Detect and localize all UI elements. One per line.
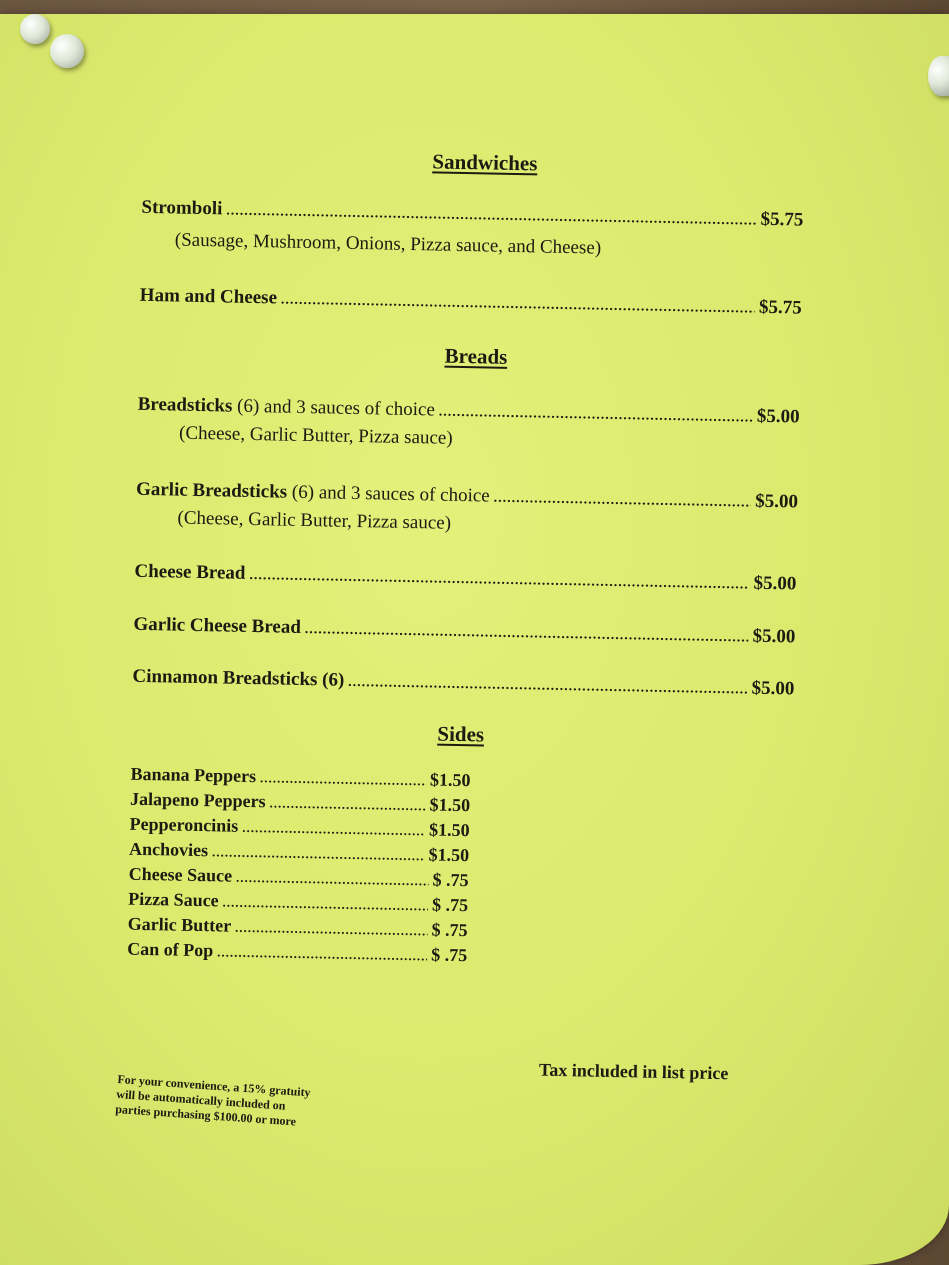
leader-dots bbox=[235, 920, 428, 940]
item-price: $5.00 bbox=[752, 625, 796, 648]
leader-dots bbox=[236, 870, 429, 890]
leader-dots bbox=[260, 770, 426, 789]
item-name: Anchovies bbox=[128, 838, 209, 861]
item-name: Cinnamon Breadsticks (6) bbox=[132, 665, 345, 691]
item-detail: (Sausage, Mushroom, Onions, Pizza sauce, and Cheese) bbox=[174, 229, 602, 259]
leader-dots bbox=[217, 944, 427, 964]
item-name: Garlic Breadsticks (6) and 3 sauces of choice bbox=[135, 478, 490, 507]
pushpin-icon bbox=[20, 14, 50, 44]
item-price: $1.50 bbox=[429, 794, 471, 816]
leader-dots bbox=[242, 820, 425, 840]
leader-dots bbox=[269, 795, 425, 814]
item-name: Ham and Cheese bbox=[139, 284, 278, 309]
item-price: $1.50 bbox=[429, 769, 471, 791]
item-price: $5.75 bbox=[760, 208, 804, 231]
item-name: Pepperoncinis bbox=[129, 813, 239, 836]
item-price: $5.75 bbox=[758, 296, 802, 319]
item-detail: (Cheese, Garlic Butter, Pizza sauce) bbox=[178, 422, 453, 449]
item-price: $ .75 bbox=[432, 869, 469, 891]
item-name: Jalapeno Peppers bbox=[129, 788, 266, 812]
item-name: Cheese Bread bbox=[134, 560, 246, 584]
item-name: Can of Pop bbox=[127, 938, 214, 961]
leader-dots bbox=[212, 844, 425, 864]
pushpin-icon bbox=[50, 34, 84, 68]
item-name: Garlic Butter bbox=[127, 913, 232, 936]
item-price: $ .75 bbox=[430, 944, 468, 966]
item-price: $5.00 bbox=[756, 405, 800, 428]
item-name: Stromboli bbox=[141, 196, 223, 220]
item-name: Breadsticks (6) and 3 sauces of choice bbox=[137, 393, 436, 421]
item-price: $5.00 bbox=[753, 572, 797, 595]
leader-dots bbox=[222, 895, 428, 915]
breads-heading: Breads bbox=[444, 343, 508, 369]
item-price: $1.50 bbox=[428, 819, 470, 841]
item-name: Banana Peppers bbox=[130, 763, 257, 787]
item-name: Cheese Sauce bbox=[128, 863, 233, 886]
item-price: $5.00 bbox=[755, 490, 799, 513]
pushpin-icon bbox=[928, 56, 949, 96]
item-name: Pizza Sauce bbox=[128, 888, 219, 911]
item-price: $1.50 bbox=[428, 844, 470, 866]
sides-heading: Sides bbox=[437, 721, 485, 747]
gratuity-note: For your convenience, a 15% gratuity will be automatically included on parties purchasing $100.00 or more bbox=[114, 1072, 312, 1129]
sandwiches-heading: Sandwiches bbox=[432, 149, 538, 176]
item-price: $ .75 bbox=[431, 919, 468, 941]
item-price: $ .75 bbox=[431, 894, 469, 916]
item-detail: (Cheese, Garlic Butter, Pizza sauce) bbox=[177, 507, 452, 534]
item-price: $5.00 bbox=[751, 677, 795, 700]
tax-note: Tax included in list price bbox=[538, 1059, 729, 1084]
item-name: Garlic Cheese Bread bbox=[133, 613, 302, 638]
